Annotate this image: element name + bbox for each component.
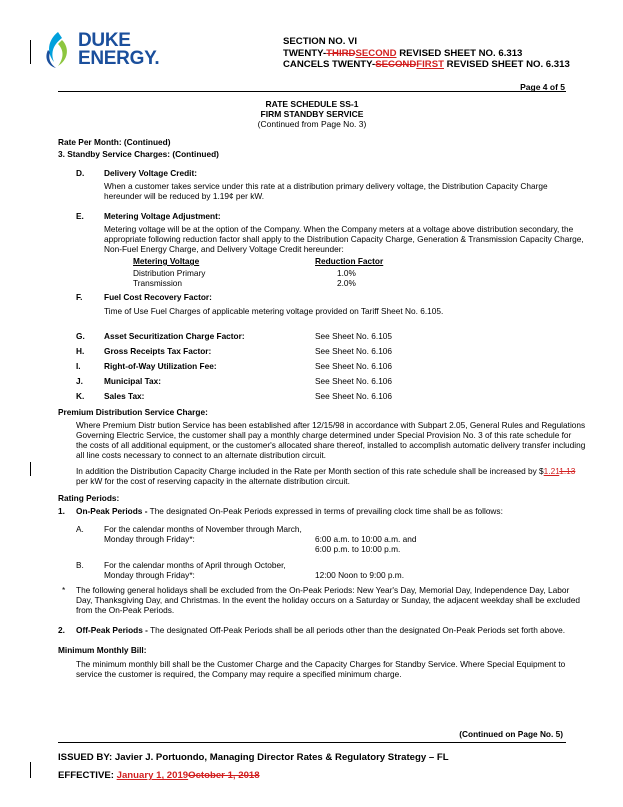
item-i-ref: See Sheet No. 6.106 <box>315 361 393 371</box>
item-e-text2: appropriate following reduction factor shall apply to the Distribution Capacity Charge, Generation & Transmission Capacity Charge, <box>104 234 584 244</box>
item-e-text1: Metering voltage will be at the option of the Company. When the Company meters at a voltage above distribution secondary, the <box>104 224 574 234</box>
period-a-label: A. <box>76 524 84 534</box>
rating-heading: Rating Periods: <box>58 493 120 503</box>
logo-line1: DUKE <box>78 30 131 51</box>
premium-heading: Premium Distribution Service Charge: <box>58 407 208 417</box>
page-number: Page 4 of 5 <box>520 82 565 92</box>
item-i-label: I. <box>76 361 81 371</box>
item-h-label: H. <box>76 346 85 356</box>
factor-row-2: 2.0% <box>337 278 356 288</box>
voltage-row-2: Transmission <box>133 278 183 288</box>
issued-by: ISSUED BY: Javier J. Portuondo, Managing Director Rates & Regulatory Strategy – FL <box>58 752 449 763</box>
item-d-label: D. <box>76 168 85 178</box>
item-k-label: K. <box>76 391 85 401</box>
reduction-factor-header: Reduction Factor <box>315 256 384 266</box>
item-e-title: Metering Voltage Adjustment: <box>104 211 221 221</box>
logo-text <box>78 32 159 68</box>
period-b-label: B. <box>76 560 84 570</box>
item-g-ref: See Sheet No. 6.105 <box>315 331 393 341</box>
continued-from: (Continued from Page No. 3) <box>257 119 367 129</box>
item-f-title: Fuel Cost Recovery Factor: <box>104 292 212 302</box>
standby-heading: 3. Standby Service Charges: (Continued) <box>58 149 219 159</box>
holiday-l2: Day, Thanksgiving Day, and Christmas. In the event the holiday occurs on a Saturday or Sunday, the adjacent weekday shall be excluded <box>76 595 580 605</box>
logo-line2: ENERGY. <box>78 48 160 69</box>
period-a-time2: 6:00 p.m. to 10:00 p.m. <box>315 544 401 554</box>
section-number: SECTION NO. VI <box>283 36 358 47</box>
period-b-l2: Monday through Friday*: <box>104 570 195 580</box>
voltage-row-1: Distribution Primary <box>133 268 206 278</box>
period-a-time1: 6:00 a.m. to 10:00 a.m. and <box>315 534 417 544</box>
effective-old: October 1, 2018 <box>188 770 260 781</box>
period-b-l1: For the calendar months of April through October, <box>104 560 286 570</box>
factor-row-1: 1.0% <box>337 268 356 278</box>
minimum-l1: The minimum monthly bill shall be the Customer Charge and the Capacity Charges for Standby Service. Where Special Equipment to <box>76 659 566 669</box>
minimum-heading: Minimum Monthly Bill: <box>58 645 147 655</box>
premium-p2-l2: per kW for the cost of reserving capacity in the alternate distribution circuit. <box>76 476 350 486</box>
holiday-l3: from the On-Peak Periods. <box>76 605 175 615</box>
offpeak-line: Off-Peak Periods - The designated Off-Peak Periods shall be all periods other than the designated On-Peak Periods set forth above. <box>76 625 566 635</box>
effective-date: EFFECTIVE: January 1, 2019October 1, 2018 <box>58 770 260 781</box>
item-e-label: E. <box>76 211 84 221</box>
item-j-ref: See Sheet No. 6.106 <box>315 376 393 386</box>
revised-sheet-line: TWENTY-THIRDSECOND REVISED SHEET NO. 6.313 <box>283 47 523 59</box>
premium-p2-l1: In addition the Distribution Capacity Charge included in the Rate per Month section of this rate schedule shall be increased by $1.211.13 <box>76 466 576 476</box>
period-a-l1: For the calendar months of November through March, <box>104 524 302 534</box>
item-k-title: Sales Tax: <box>104 391 145 401</box>
holiday-star: * <box>62 585 66 595</box>
revised-inserted: SECOND <box>355 47 397 59</box>
premium-p1-l3: the costs of all additional equipment, or the customer's allocated share thereof, installed to accomplish automatic delivery transfer including <box>76 440 586 450</box>
change-bar-premium <box>30 462 31 476</box>
premium-amount-old: 1.13 <box>559 466 576 476</box>
premium-amount-new: 1.21 <box>543 466 560 476</box>
offpeak-number: 2. <box>58 625 65 635</box>
duke-energy-logo <box>40 30 160 78</box>
item-h-title: Gross Receipts Tax Factor: <box>104 346 212 356</box>
item-j-title: Municipal Tax: <box>104 376 162 386</box>
period-b-time1: 12:00 Noon to 9:00 p.m. <box>315 570 405 580</box>
cancels-sheet-line: CANCELS TWENTY-SECONDFIRST REVISED SHEET NO. 6.313 <box>283 59 570 70</box>
sheet-header <box>283 36 570 71</box>
item-d-title: Delivery Voltage Credit: <box>104 168 197 178</box>
item-h-ref: See Sheet No. 6.106 <box>315 346 393 356</box>
onpeak-line: On-Peak Periods - The designated On-Peak Periods expressed in terms of prevailing clock time shall be as follows: <box>76 506 503 516</box>
item-j-label: J. <box>76 376 83 386</box>
change-bar-effective <box>30 762 31 778</box>
cancels-deleted: SECOND <box>375 59 417 70</box>
minimum-l2: service the customer is required, the Company may require a specified minimum charge. <box>76 669 402 679</box>
rate-per-month-heading: Rate Per Month: (Continued) <box>58 137 171 147</box>
item-d-text2: hereunder will be reduced by 1.19¢ per kW. <box>104 191 265 201</box>
continued-on: (Continued on Page No. 5) <box>459 729 563 739</box>
metering-voltage-header: Metering Voltage <box>133 256 200 266</box>
rate-schedule-title: RATE SCHEDULE SS-1 <box>265 99 359 109</box>
item-g-title: Asset Securitization Charge Factor: <box>104 331 245 341</box>
duke-flame-icon <box>40 30 76 70</box>
service-title: FIRM STANDBY SERVICE <box>260 109 364 119</box>
onpeak-number: 1. <box>58 506 65 516</box>
premium-p1-l1: Where Premium Distr bution Service has been established after 12/15/98 in accordance with Subpart 2.05, General Rules and Regulations <box>76 420 586 430</box>
item-e-text3: Non-Fuel Energy Charge, and Delivery Voltage Credit hereunder: <box>104 244 344 254</box>
holiday-l1: The following general holidays shall be excluded from the On-Peak Periods: New Year's Day, Memorial Day, Independence Day, Labor <box>76 585 570 595</box>
item-f-label: F. <box>76 292 83 302</box>
change-bar-header <box>30 40 31 64</box>
item-i-title: Right-of-Way Utilization Fee: <box>104 361 217 371</box>
item-k-ref: See Sheet No. 6.106 <box>315 391 393 401</box>
cancels-inserted: FIRST <box>416 59 444 70</box>
item-d-text1: When a customer takes service under this rate at a distribution primary delivery voltage, the Distribution Capacity Charge <box>104 181 548 191</box>
item-f-text: Time of Use Fuel Charges of applicable metering voltage provided on Tariff Sheet No. 6.105. <box>104 306 444 316</box>
item-g-label: G. <box>76 331 85 341</box>
premium-p1-l4: all line costs necessary to connect to an alternate distribution circuit. <box>76 450 326 460</box>
premium-p1-l2: Governing Electric Service, the customer shall pay a monthly charge determined under Special Provision No. 3 of this rate schedule for <box>76 430 572 440</box>
revised-deleted: THIRD <box>326 47 356 59</box>
period-a-l2: Monday through Friday*: <box>104 534 195 544</box>
effective-new: January 1, 2019 <box>116 770 189 781</box>
